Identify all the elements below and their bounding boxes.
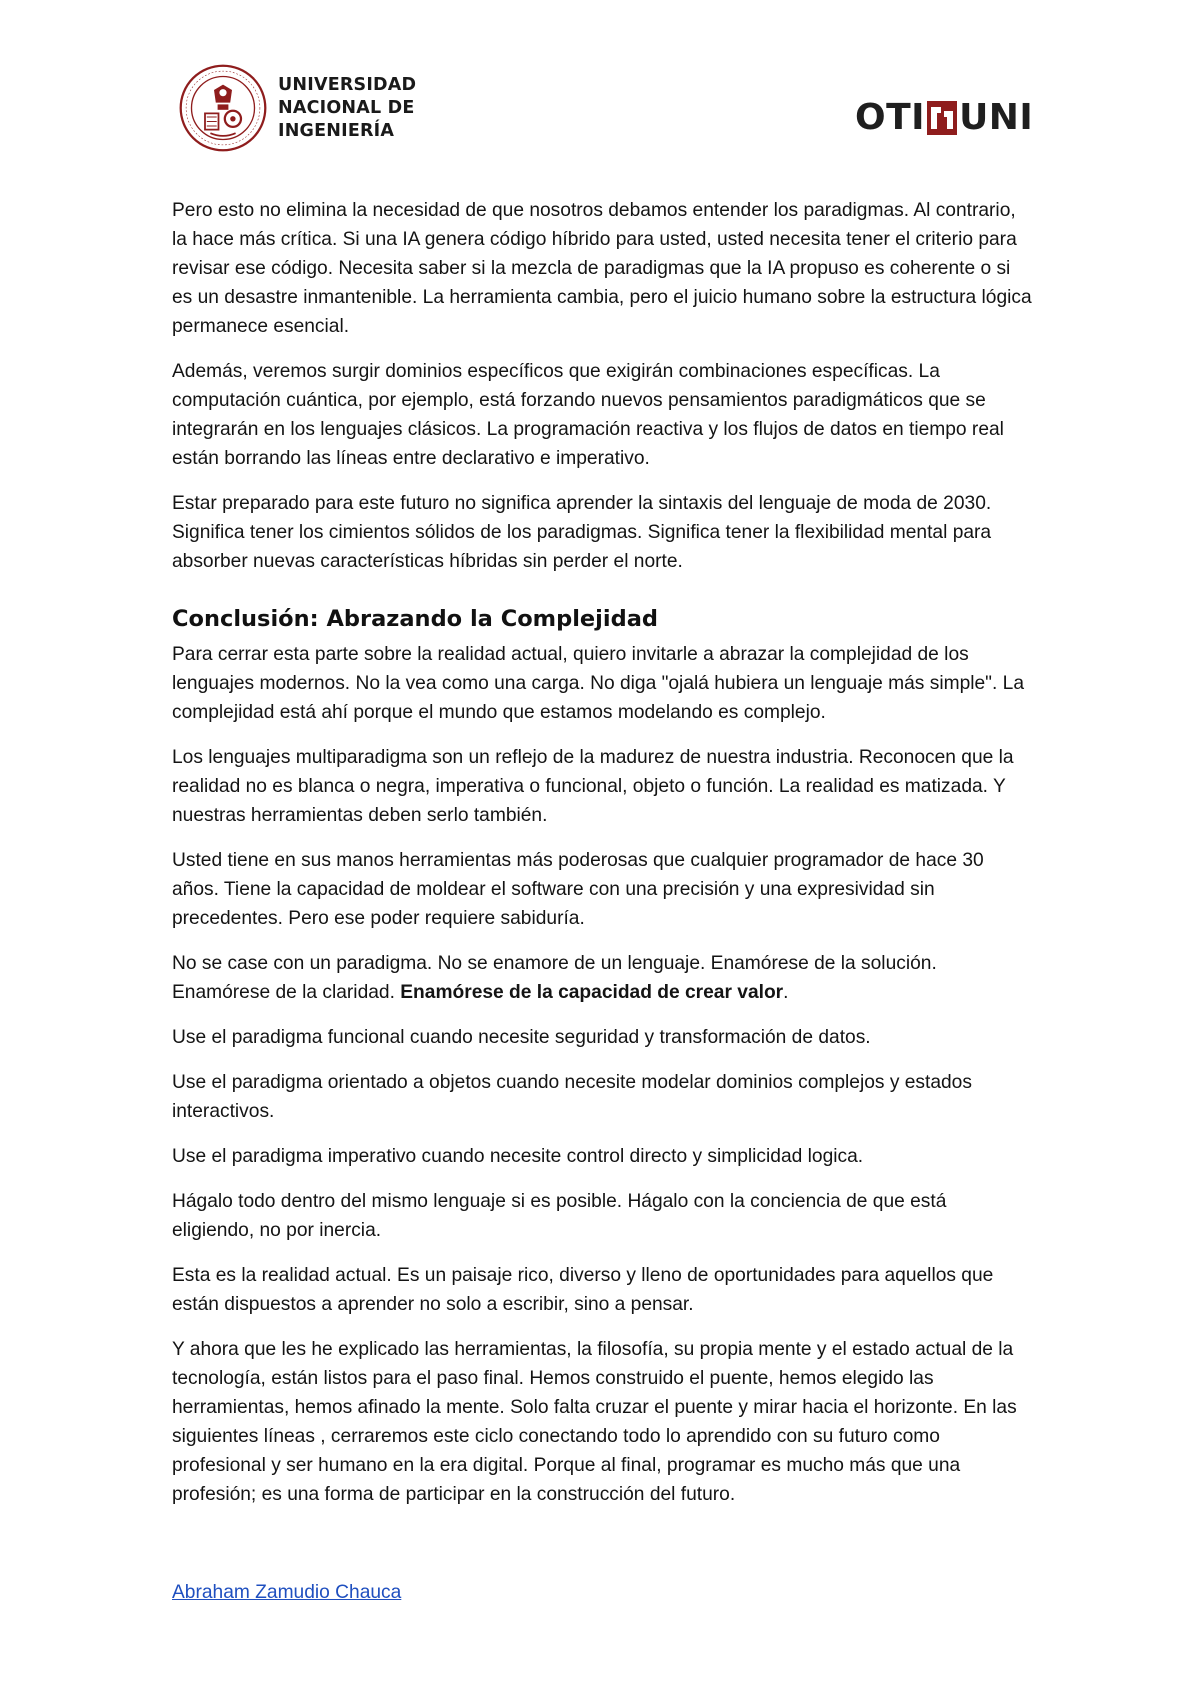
uni-logo: [178, 62, 416, 154]
university-name-line-1: UNIVERSIDAD: [278, 74, 417, 95]
paragraph-4: Para cerrar esta parte sobre la realidad actual, quiero invitarle a abrazar la complejidad de los lenguajes modernos. No la vea como una carga. No diga "ojalá hubiera un lenguaje más simple". La complejidad está ahí porque el mundo que estamos modelando es complejo.: [172, 644, 1024, 723]
page-header: [0, 0, 1192, 170]
paragraph-12: Esta es la realidad actual. Es un paisaje rico, diverso y lleno de oportunidades para aquellos que están dispuestos a aprender no solo a escribir, sino a pensar.: [172, 1265, 994, 1315]
paragraph-7-emphasis: Enamórese de la capacidad de crear valor: [400, 982, 784, 1003]
paragraph-7-text: No se case con un paradigma. No se enamore de un lenguaje. Enamórese de la solución. Enamórese de la claridad.: [172, 953, 937, 1003]
paragraph-11: Hágalo todo dentro del mismo lenguaje si es posible. Hágalo con la conciencia de que está eligiendo, no por inercia.: [172, 1191, 947, 1241]
oti-logo-right-text: UNI: [959, 97, 1034, 138]
document-body: [172, 196, 1032, 1525]
paragraph-8: Use el paradigma funcional cuando necesite seguridad y transformación de datos.: [172, 1027, 871, 1048]
author-link[interactable]: Abraham Zamudio Chauca: [172, 1582, 402, 1603]
paragraph-9: Use el paradigma orientado a objetos cuando necesite modelar dominios complejos y estados interactivos.: [172, 1072, 972, 1122]
paragraph-1: Pero esto no elimina la necesidad de que nosotros debamos entender los paradigmas. Al contrario, la hace más crítica. Si una IA genera código híbrido para usted, usted necesita tener el criterio para revisar ese código. Necesita saber si la mezcla de paradigmas que la IA propuso es coherente o si es un desastre inmantenible. La herramienta cambia, pero el juicio humano sobre la estructura lógica permanece esencial.: [172, 200, 1032, 337]
university-name-line-3: INGENIERÍA: [278, 120, 395, 141]
paragraph-3: Estar preparado para este futuro no significa aprender la sintaxis del lenguaje de moda de 2030. Significa tener los cimientos sólidos de los paradigmas. Significa tener la flexibilidad mental para absorber nuevas características híbridas sin perder el norte.: [172, 493, 992, 572]
paragraph-13: Y ahora que les he explicado las herramientas, la filosofía, su propia mente y el estado actual de la tecnología, están listos para el paso final. Hemos construido el puente, hemos elegido las herramientas, hemos afinado la mente. Solo falta cruzar el puente y mirar hacia el horizonte. En las siguientes líneas , cerraremos este ciclo conectando todo lo aprendido con su futuro como profesional y ser humano en la era digital. Porque al final, programar es mucho más que una profesión; es una forma de participar en la construcción del futuro.: [172, 1339, 1017, 1505]
paragraph-7-end: .: [783, 982, 789, 1003]
uni-seal-icon: [178, 62, 268, 154]
oti-mark-icon: [927, 101, 957, 135]
paragraph-6: Usted tiene en sus manos herramientas más poderosas que cualquier programador de hace 30 años. Tiene la capacidad de moldear el software con una precisión y una expresividad sin precedentes. Pero ese poder requiere sabiduría.: [172, 850, 984, 929]
paragraph-7: [172, 949, 1032, 1007]
university-name-line-2: NACIONAL DE: [278, 97, 415, 118]
paragraph-10: Use el paradigma imperativo cuando necesite control directo y simplicidad logica.: [172, 1146, 864, 1167]
university-name: [278, 74, 416, 143]
paragraph-2: Además, veremos surgir dominios específicos que exigirán combinaciones específicas. La computación cuántica, por ejemplo, está forzando nuevos pensamientos paradigmáticos que se integrarán en los lenguajes clásicos. La programación reactiva y los flujos de datos en tiempo real están borrando las líneas entre declarativo e imperativo.: [172, 361, 1004, 469]
oti-uni-logo: [855, 97, 1034, 138]
paragraph-5: Los lenguajes multiparadigma son un reflejo de la madurez de nuestra industria. Reconocen que la realidad no es blanca o negra, imperativa o funcional, objeto o función. La realidad es matizada. Y nuestras herramientas deben serlo también.: [172, 747, 1014, 826]
oti-logo-left-text: OTI: [855, 97, 926, 138]
section-heading: Conclusión: Abrazando la Complejidad: [172, 606, 659, 632]
